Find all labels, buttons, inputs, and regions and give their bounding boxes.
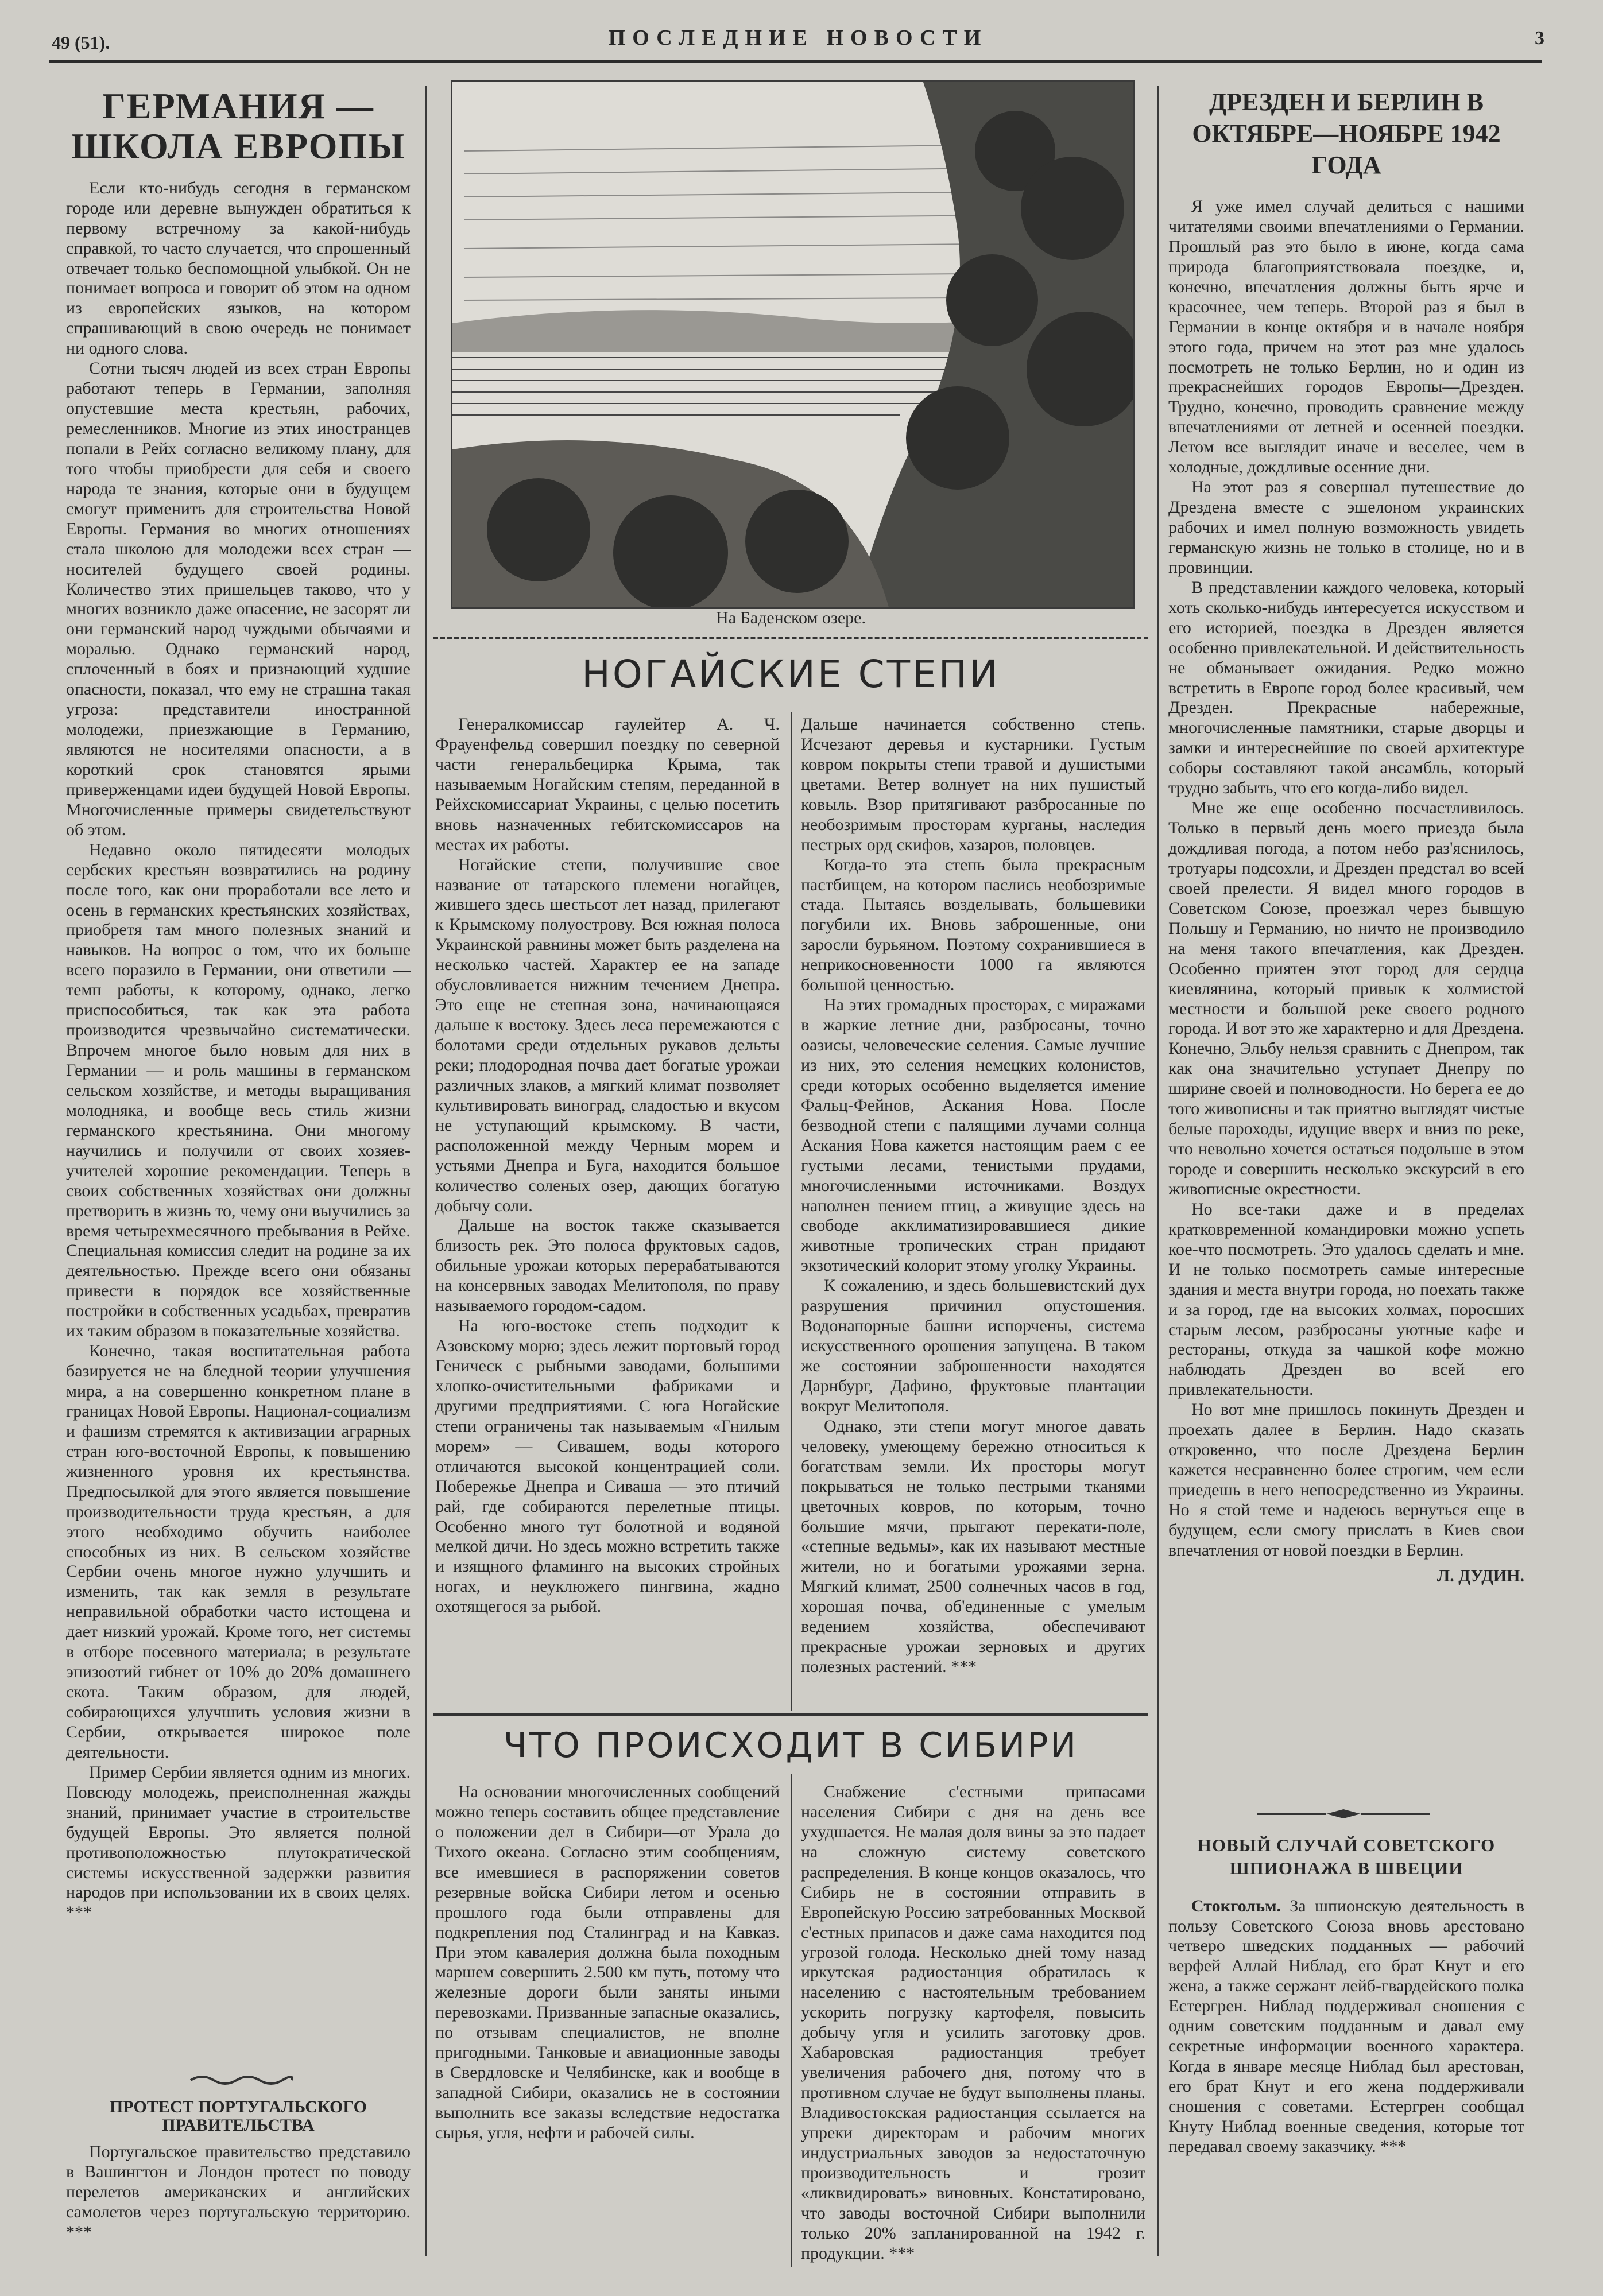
paragraph: Пример Сербии является одним из многих. Повсюду молодежь, преисполненная жажды знаний, принимает участие в строительстве будущей Европы. Это является полной противоположностью плутократической системы искусственной задержки развития народов при использовании их в своих целях. *** bbox=[66, 1762, 411, 1922]
section-rule bbox=[433, 637, 1148, 639]
header-rule bbox=[49, 60, 1542, 63]
paragraph: Конечно, такая воспитательная работа базируется не на бледной теории улучшения мира, а на совершенно конкретном плане в границах Новой Европы. Национал-социализм и фашизм стремятся к активизации аграрных стран юго-восточной Европы, к повышению жизненного уровня их крестьянства. Предпосылкой для этого является повышение производительности труда крестьян, а для этого необходимо обучить наиболее способных из них. В сельском хозяйстве Сербии очень многое нужно улучшить и изменить, так как земля в результате неправильной обработки часто истощена и дает низкий урожай. Кроме того, нет системы в отборе посевного материала; в результате эпизоотий гибнет от 10% до 20% домашнего скота. Таким образом, для людей, собирающихся улучшить условия жизни в Сербии, открывается широкое поле деятельности. bbox=[66, 1341, 411, 1762]
headline-spy: НОВЫЙ СЛУЧАЙ СОВЕТСКОГО ШПИОНАЖА В ШВЕЦИИ bbox=[1197, 1835, 1496, 1879]
paragraph: Сотни тысяч людей из всех стран Европы работают теперь в Германии, заполняя опустевшие места крестьян, рабочих, ремесленников. Многие из этих иностранцев попали в Рейх согласно великому плану, для того чтобы приобрести для себя и своего народа те знания, которые они в будущем смогут применить для строительства Новой Европы. Германия во многих отношениях стала школою для молодежи всех стран — носителей будущего своей родины. Количество этих пришельцев таково, что у многих возникло даже опасение, не засорят ли они германский народ чуждыми обычаями и моралью. Однако германский народ, сплоченный в боях и признающий худшие опасности, показал, что ему не страшна такая угроза: представители иностранной молодежи, приезжающие в Германию, являются не носителями опасности, а в короткий срок становятся ярыми приверженцами идеи будущей Новой Европы. Многочисленные примеры свидетельствуют об этом. bbox=[66, 359, 411, 839]
paragraph: Ногайские степи, получившие свое название от татарского племени ногайцев, жившего здесь шестьсот лет назад, прилегают к Крымскому полуострову. Вся южная полоса Украинской равнины может быть разделена на несколько частей. Характер ее на западе обусловливается нижним течением Днепра. Это еще не степная зона, начинающаяся дальше к востоку. Здесь леса перемежаются с болотами среди отдельных рукавов дельты реки; плодородная почва дает богатые урожаи различных злаков, а мягкий климат позволяет культивировать виноград, сладостью и вкусом не уступающий крымскому. В части, расположенной между Черным морем и устьями Днепра и Буга, находится большое количество соленых озер, дающих богатую добычу соли. bbox=[435, 855, 780, 1215]
paragraph: Но все-таки даже и в пределах кратковременной командировки можно успеть кое-что посмотреть. Это удалось сделать и мне. И не только посмотреть самые интересные здания и места внутри города, но поехать также и за город, где на высоких холмах, поросших старым лесом, разбросаны уютные кафе и рестораны, откуда за чашкой кофе можно наблюдать Дрезден во всей его привлекательности. bbox=[1168, 1199, 1524, 1399]
paragraph: Дальше на восток также сказывается близость рек. Это полоса фруктовых садов, обильные урожаи которых перерабатываются на консервных заводах Мелитополя, по праву называемого городом-садом. bbox=[435, 1216, 780, 1316]
paragraph: К сожалению, и здесь большевистский дух разрушения причинил опустошения. Водонапорные башни испорчены, система искусственного орошения запущена. В таком же состоянии заброшенности находятся Дарнбург, Дафино, фруктовые плантации вокруг Мелитополя. bbox=[801, 1276, 1145, 1415]
headline-dresden: ДРЕЗДЕН И БЕРЛИН В ОКТЯБРЕ—НОЯБРЕ 1942 ГОДА bbox=[1192, 88, 1501, 179]
column-divider bbox=[791, 1774, 792, 2267]
article-portugal bbox=[66, 2098, 411, 2270]
landscape-engraving bbox=[452, 82, 1133, 607]
paragraph: Недавно около пятидесяти молодых сербских крестьян возвратились на родину после того, как они проработали все лето и осень в германских крестьянских хозяйствах, приобретя там много полезных знаний и навыков. На вопрос о том, что их больше всего поразило в Германии, они ответили — темп работы, к которому, однако, легко приспособиться, так как эта работа производится чрезвычайно систематически. Впрочем многое было новым для них в Германии — и роль машины в германском сельском хозяйстве, и методы выращивания молодняка, и вообще весь стиль жизни германского крестьянина. Они многому научились и получили от своих хозяев-учителей хорошие рекомендации. Теперь в своих собственных хозяйствах они должны претворить в жизнь то, чему они выучились за время четырехмесячного пребывания в Рейхе. Специальная комиссия следит на родине за их деятельностью. Прежде всего они обязаны привести в порядок все хозяйственные постройки в собственных усадьбах, превратив их таким образом в показательные хозяйства. bbox=[66, 840, 411, 1341]
article-germany-body bbox=[66, 179, 411, 1923]
paragraph: Снабжение с'естными припасами населения Сибири с дня на день все ухудшается. Не малая доля вины за это падает на сложную систему советского распределения. В конце концов оказалось, что Сибирь не в состоянии отправить в Европейскую Россию затребованных Москвой с'естных припасов и даже сама находится под угрозой голода. Несколько дней тому назад иркутская радиостанция обратилась к населению с настоятельным требованием ускорить погрузку картофеля, повысить добычу угля и усилить заготовку дров. Хабаровская радиостанция требует увеличения рабочего дня, потому что в противном случае не будут выполнены планы. Владивостокская радиостанция ссылается на упреки директорам и рабочим многих индустриальных заводов за недостаточную производительность и грозит «ликвидировать» виновных. Констатировано, что заводы восточной Сибири выполнили только 20% запланированной на 1942 г. продукции. *** bbox=[801, 1782, 1145, 2263]
paragraph: Генералкомиссар гаулейтер А. Ч. Фрауенфельд совершил поездку по северной части генеральбецирка Крыма, так называемым Ногайским степям, переданной в Рейхскомиссариат Украины, с целью посетить вновь назначенных гебитскомиссаров на местах их работы. bbox=[435, 715, 780, 854]
column-divider bbox=[1157, 86, 1159, 2256]
author-signature: Л. ДУДИН. bbox=[1436, 1566, 1524, 1585]
paragraph: Португальское правительство представило в Вашингтон и Лондон протест по поводу перелетов американских и английских самолетов через португальскую территорию. *** bbox=[66, 2142, 411, 2241]
headline-steppes: НОГАЙСКИЕ СТЕПИ bbox=[582, 652, 1000, 696]
paragraph: Дальше начинается собственно степь. Исчезают деревья и кустарники. Густым ковром покрыты степи травой и душистыми цветами. Ветер волнует на них пушистый ковыль. Взор притягивают разбросанные по необозримым просторам курганы, наследия пестрых орд скифов, хазаров, половцев. bbox=[801, 715, 1145, 854]
column-divider bbox=[425, 86, 427, 2256]
masthead: ПОСЛЕДНИЕ НОВОСТИ bbox=[608, 26, 988, 50]
paragraph: Я уже имел случай делиться с нашими читателями своими впечатлениями о Германии. Прошлый раз это было в июне, когда сама природа благоприятствовала поездке, и, конечно, впечатления должны быть ярче и красочнее, чем теперь. Второй раз я был в Германии в конце октября и в начале ноября этого года, причем на этот раз мне удалось посмотреть не только Берлин, но и один из прекраснейших городов Европы—Дрезден. Трудно, конечно, проводить сравнение между впечатлениями от летней и осенней поездки. Летом все выглядит иначе и веселее, чем в холодные, дождливые осенние дни. bbox=[1168, 197, 1524, 477]
paragraph: На основании многочисленных сообщений можно теперь составить общее представление о положении дел в Сибири—от Урала до Тихого океана. Согласно этим сообщениям, все имевшиеся в распоряжении советов резервные войска Сибири летом и осенью прошлого года были отправлены для подкрепления под Сталинград и на Кавказ. При этом кавалерия должна была походным маршем совершить 2.500 км путь, потому что железные дороги были заняты иными перевозками. Призванные запасные оказались, по отзывам специалистов, не вполне пригодными. Танковые и авиационные заводы в Свердловске и Челябинске, как и вообще в западной Сибири, оказались не в состоянии выполнить все заказы вследствие недостатка сырья, угля, нефти и рабочей силы. bbox=[435, 1782, 780, 2142]
paragraph: На этот раз я совершал путешествие до Дрездена вместе с эшелоном украинских рабочих и имел полную возможность увидеть германскую жизнь не только в столице, но и в провинции. bbox=[1168, 478, 1524, 577]
paragraph: Но вот мне пришлось покинуть Дрезден и проехать далее в Берлин. Надо сказать откровенно, что после Дрездена Берлин кажется несравненно более строгим, чем если приедешь в него непосредственно из Украины. Но я стой теме и надеюсь вернуться еще в будущем, если смогу прислать в Киев свои впечатления от новой поездки в Берлин. bbox=[1168, 1400, 1524, 1560]
headline-portugal: ПРОТЕСТ ПОРТУГАЛЬСКОГО ПРАВИТЕЛЬСТВА bbox=[109, 2098, 367, 2135]
paragraph: Однако, эти степи могут многое давать человеку, умеющему бережно относиться к богатствам земли. Их просторы могут покрываться не только пестрыми тканями цветочных ковров, по которым, точно большие мячи, прыгают перекати-поле, «степные ведьмы», как их называют местные жители, но и богатыми урожаями зерна. Мягкий климат, 2500 солнечных часов в год, хорошая почва, об'единенные с умелым ведением хозяйства, обеспечивают прекрасные урожаи зерновых и других полезных растений. *** bbox=[801, 1416, 1145, 1677]
article-dresden-body bbox=[1168, 197, 1524, 1561]
column-divider bbox=[791, 712, 792, 1711]
left-column bbox=[66, 80, 411, 2262]
paragraph: На этих громадных просторах, с миражами в жаркие летние дни, разбросаны, точно оазисы, человеческие селения. Самые лучшие из них, это селения немецких колонистов, среди которых особенно выделяется имение Фальц-Фейнов, Аскания Нова. После безводной степи с палящими лучами солнца Аскания Нова кажется настоящим раем с ее густыми лесами, тенистыми прудами, многочисленными источниками. Воздух наполнен пением птиц, а живущие здесь на свободе акклиматизировавшиеся дикие животные тропических стран придают экзотический колорит этому уголку Украины. bbox=[801, 995, 1145, 1275]
siberia-column-1 bbox=[435, 1782, 780, 2270]
lake-illustration bbox=[451, 80, 1135, 609]
siberia-column-2 bbox=[801, 1782, 1145, 2270]
section-rule bbox=[433, 1713, 1148, 1716]
ornament-divider bbox=[189, 2073, 293, 2087]
paragraph: За шпионскую деятельность в пользу Советского Союза вновь арестовано четверо шведских подданных — рабочий верфей Аллай Ниблад, его брат Кнут и его жена, а также сержант лейб-гвардейского полка Естергрен. Ниблад поддерживал сношения с одним советским подданным и давал ему секретные информации военного характера. Когда в январе месяце Ниблад был арестован, его брат Кнут и его жена поддерживали сношения с советами. Естергрен сообщал Кнуту Ниблад военные сведения, которые тот передавал своему заказчику. *** bbox=[1168, 1896, 1524, 2156]
paragraph: На юго-востоке степь подходит к Азовскому морю; здесь лежит портовый город Геническ с рыбными заводами, большими хлопко-очистительными фабриками и другими предприятиями. С юга Ногайские степи ограничены так называемым «Гнилым морем» — Сивашем, воды которого отличаются высокой концентрацией соли. Побережье Днепра и Сиваша — это птичий рай, где собираются перелетные птицы. Особенно много тут болотной и водяной мелкой дичи. Но здесь можно встретить также и изящного фламинго на высоких стройных ногах, и неуклюжего пингвина, жадно охотящегося за рыбой. bbox=[435, 1316, 780, 1616]
dateline: Стокгольм. bbox=[1191, 1896, 1281, 1915]
ornament-divider bbox=[1257, 1808, 1430, 1820]
issue-number: 49 (51). bbox=[52, 32, 110, 53]
right-column bbox=[1168, 80, 1524, 1802]
paragraph: Мне же еще особенно посчастливилось. Только в первый день моего приезда была дождливая погода, а потом небо раз'яснилось, тротуары подсохли, и Дрезден предстал во всей своей прелести. Я видел много городов в Советском Союзе, проезжал через бывшую Польшу и Германию, но ничто не производило на меня такого впечатления, как Дрезден. Особенно приятен этот город для сердца киевлянина, который привык к холмистой местности и большой реке своего родного города. И вот это же характерно и для Дрездена. Конечно, Эльбу нельзя сравнить с Днепром, так как она значительно уступает Днепру по ширине своей и полноводности. Но берега ее до того живописны и так приятно выглядят чистые белые пароходы, идущие вверх и вниз по реке, что невольно хочется остаться подольше в этом городе и совершить несколько экскурсий в его живописные окрестности. bbox=[1168, 798, 1524, 1199]
steppes-column-1 bbox=[435, 715, 780, 1708]
page-header bbox=[52, 23, 1544, 57]
illustration-caption: На Баденском озере. bbox=[716, 608, 866, 627]
steppes-column-2 bbox=[801, 715, 1145, 1708]
page-number: 3 bbox=[1535, 28, 1544, 49]
paragraph: Когда-то эта степь была прекрасным пастбищем, на котором паслись необозримые стада. Пытаясь возделывать, большевики погубили их. Вновь заброшенные, они заросли бурьяном. Поэтому сохранившиеся в неприкосновенности 1000 га являются большой ценностью. bbox=[801, 855, 1145, 995]
headline-siberia: ЧТО ПРОИСХОДИТ В СИБИРИ bbox=[503, 1725, 1079, 1766]
paragraph: В представлении каждого человека, который хоть сколько-нибудь интересуется искусством и его историей, поездка в Дрезден является особенно привлекательной. И действительность не обманывает ожидания. Редко можно встретить в Европе город более красивый, чем Дрезден. Прекрасные набережные, многочисленные памятники, старые дворцы и замки и интереснейшие по своей архитектуре соборы составляют такой ансамбль, который трудно забыть, что его когда-либо видел. bbox=[1168, 577, 1524, 798]
headline-germany: ГЕРМАНИЯ — ШКОЛА ЕВРОПЫ bbox=[71, 86, 406, 167]
article-spy bbox=[1168, 1834, 1524, 2276]
paragraph: Если кто-нибудь сегодня в германском городе или деревне вынужден обратиться к первому встречному за какой-нибудь справкой, то часто случается, что спрошенный отвечает только беспомощной улыбкой. Он не понимает вопроса и говорит об этом на одном из европейских языков, на котором спрашивающий в свою очередь не понимает ни одного слова. bbox=[66, 178, 411, 358]
